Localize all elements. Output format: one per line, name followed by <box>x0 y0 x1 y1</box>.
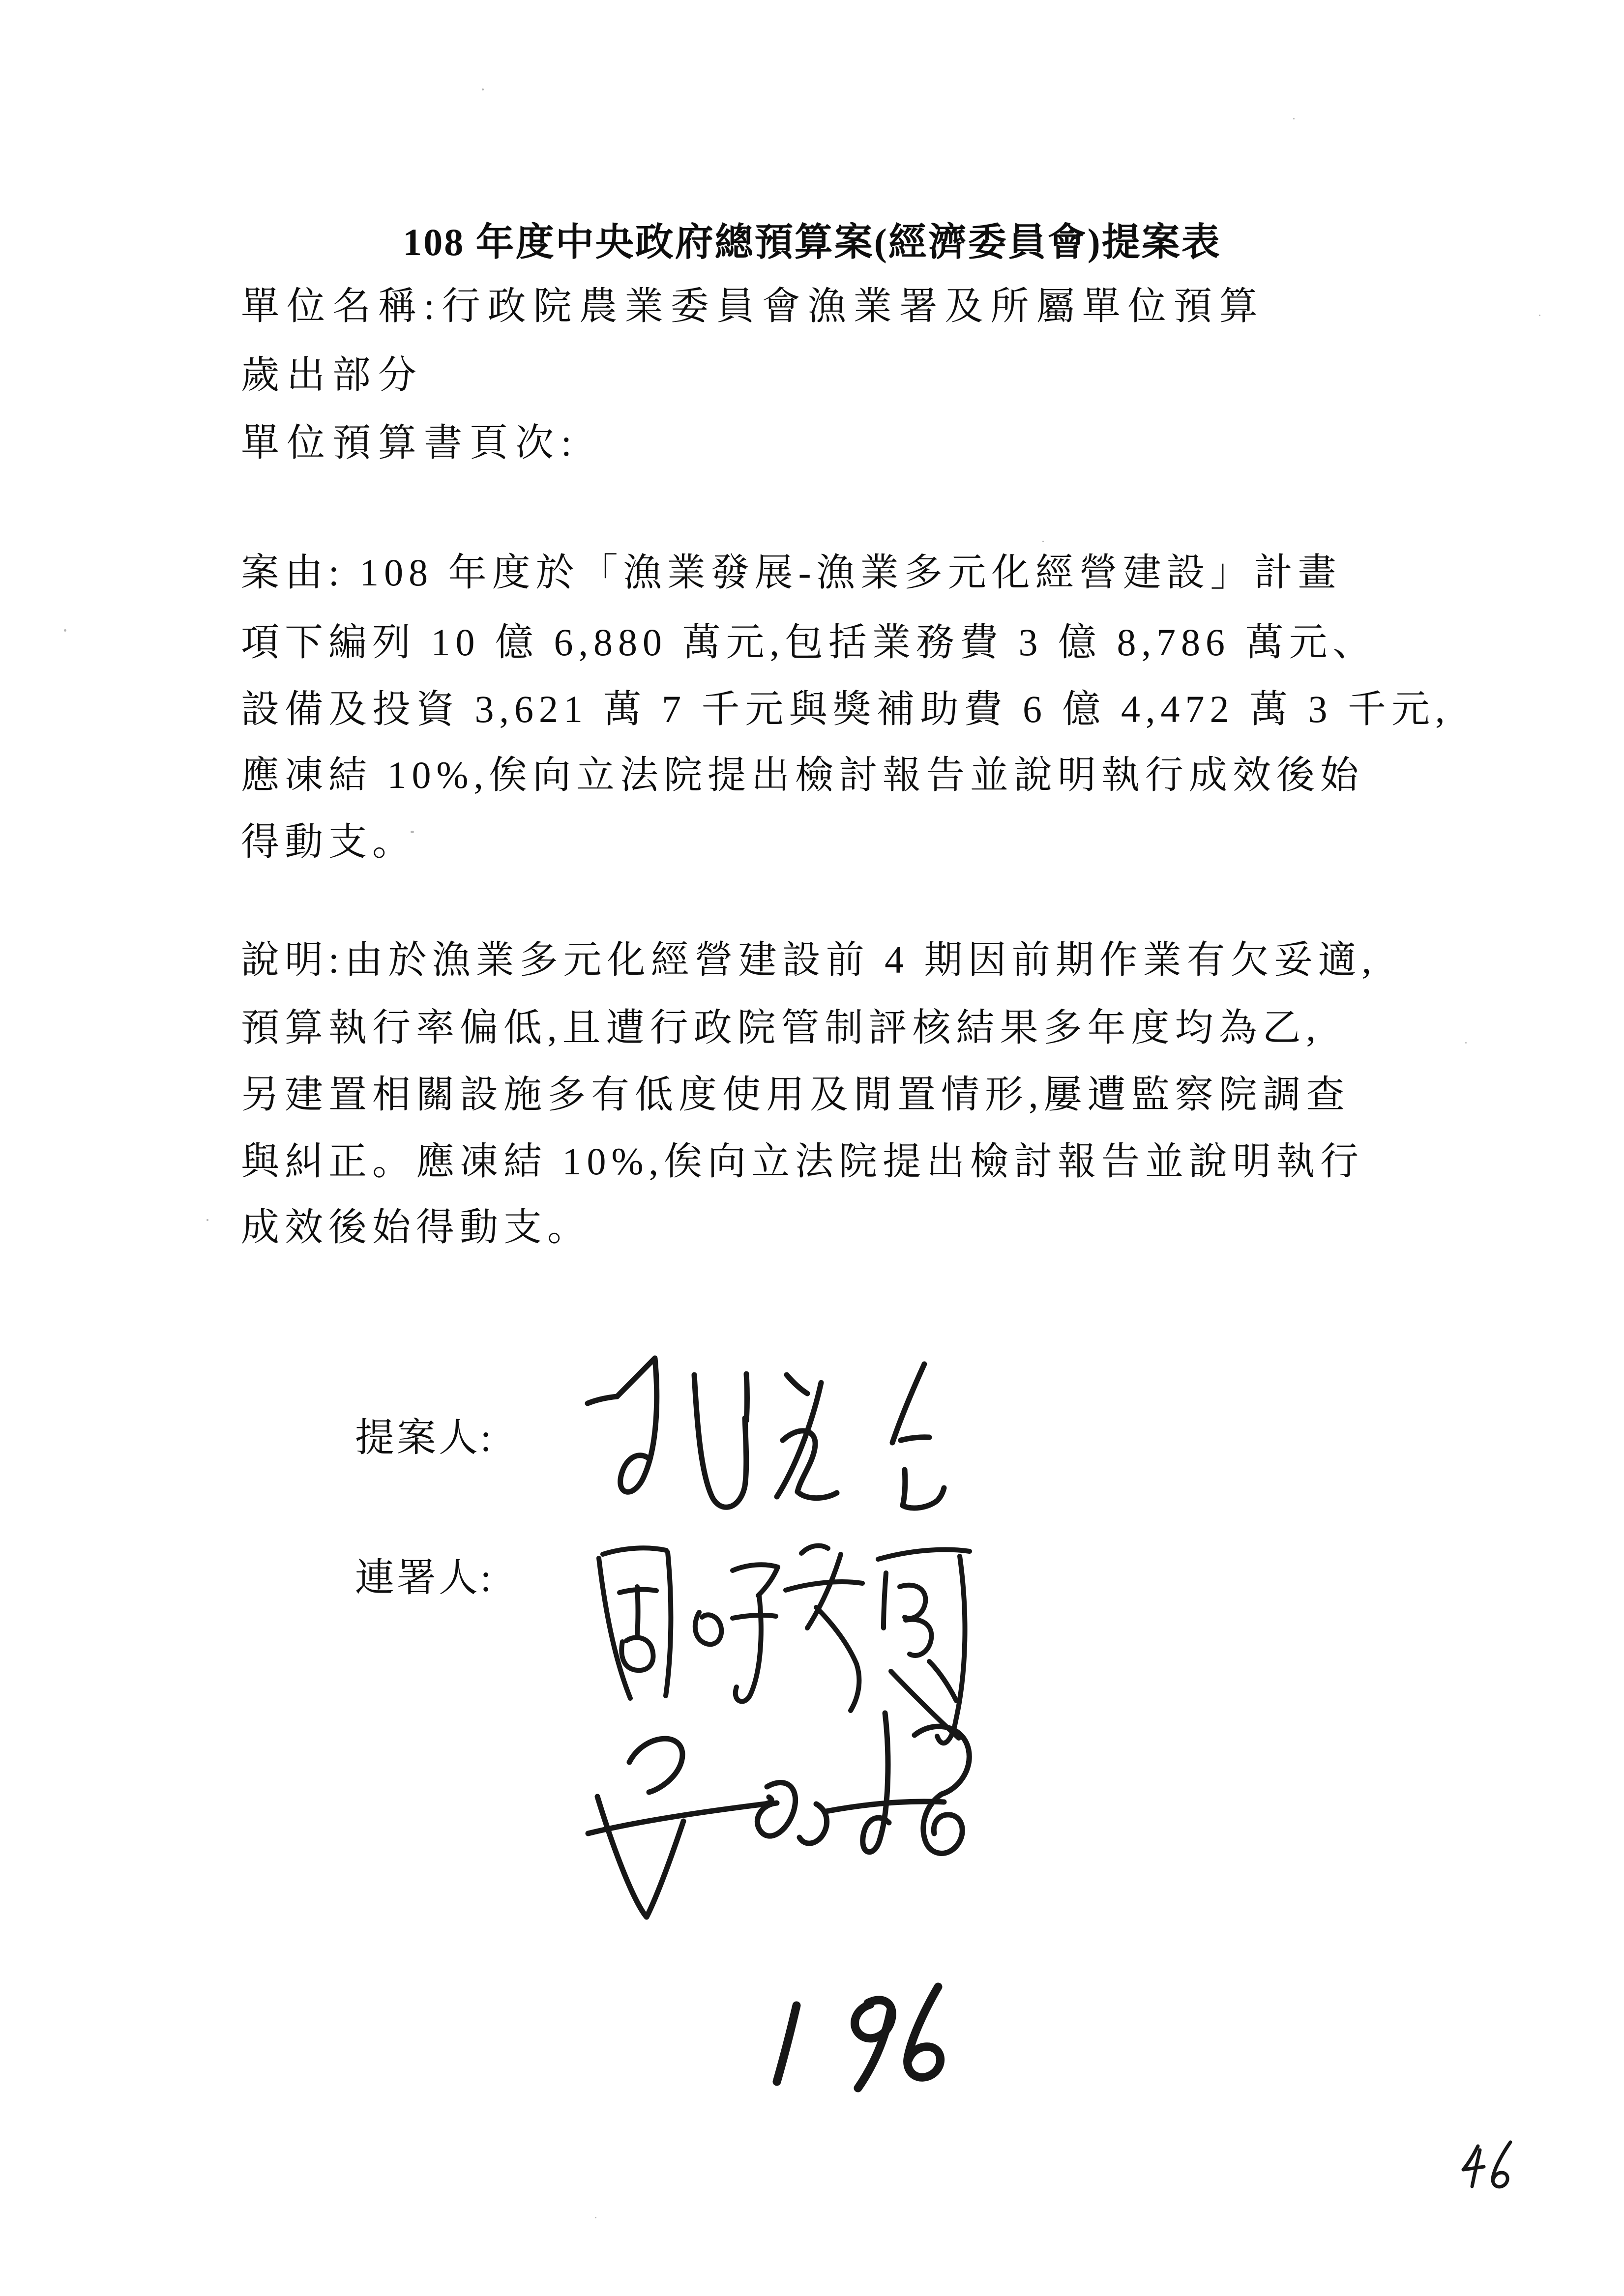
explanation-line: 成效後始得動支。 <box>241 1206 591 1249</box>
case-line: 案由: 108 年度於「漁業發展-漁業多元化經營建設」計畫 <box>241 551 1342 594</box>
cosigner-signature-2 <box>570 1706 1033 1951</box>
budget-page-index-line: 單位預算書頁次: <box>241 421 579 464</box>
corner-sheet-number <box>1455 2138 1524 2192</box>
case-line: 項下編列 10 億 6,880 萬元,包括業務費 3 億 8,786 萬元、 <box>241 621 1377 664</box>
proposer-label: 提案人: <box>355 1417 494 1460</box>
scan-noise-speck <box>1293 118 1295 119</box>
scan-noise-speck <box>64 629 66 632</box>
proposer-signature <box>561 1344 954 1541</box>
explanation-line: 說明:由於漁業多元化經營建設前 4 期因前期作業有欠妥適, <box>241 938 1377 981</box>
explanation-line: 與糾正。應凍結 10%,俟向立法院提出檢討報告並說明執行 <box>241 1140 1364 1183</box>
scan-noise-speck <box>595 2217 596 2218</box>
handwritten-page-number <box>757 1976 964 2094</box>
cosigner-label: 連署人: <box>355 1557 494 1600</box>
scan-noise-speck <box>411 831 414 833</box>
case-line: 應凍結 10%,俟向立法院提出檢討報告並說明執行成效後始 <box>241 754 1364 796</box>
case-line: 得動支。 <box>241 820 416 863</box>
case-line: 設備及投資 3,621 萬 7 千元與獎補助費 6 億 4,472 萬 3 千元, <box>241 688 1450 730</box>
explanation-line: 另建置相關設施多有低度使用及閒置情形,屢遭監察院調查 <box>241 1073 1350 1116</box>
scan-noise-speck <box>207 1219 208 1221</box>
unit-name-line: 單位名稱:行政院農業委員會漁業署及所屬單位預算 <box>241 285 1265 327</box>
expenditure-section-line: 歲出部分 <box>241 353 424 396</box>
scan-noise-speck <box>1539 315 1540 316</box>
scan-noise-speck <box>482 88 484 90</box>
explanation-line: 預算執行率偏低,且遭行政院管制評核結果多年度均為乙, <box>241 1006 1322 1049</box>
page-title: 108 年度中央政府總預算案(經濟委員會)提案表 <box>403 221 1221 263</box>
scan-noise-speck <box>1465 1042 1467 1044</box>
scan-noise-speck <box>1042 541 1044 542</box>
